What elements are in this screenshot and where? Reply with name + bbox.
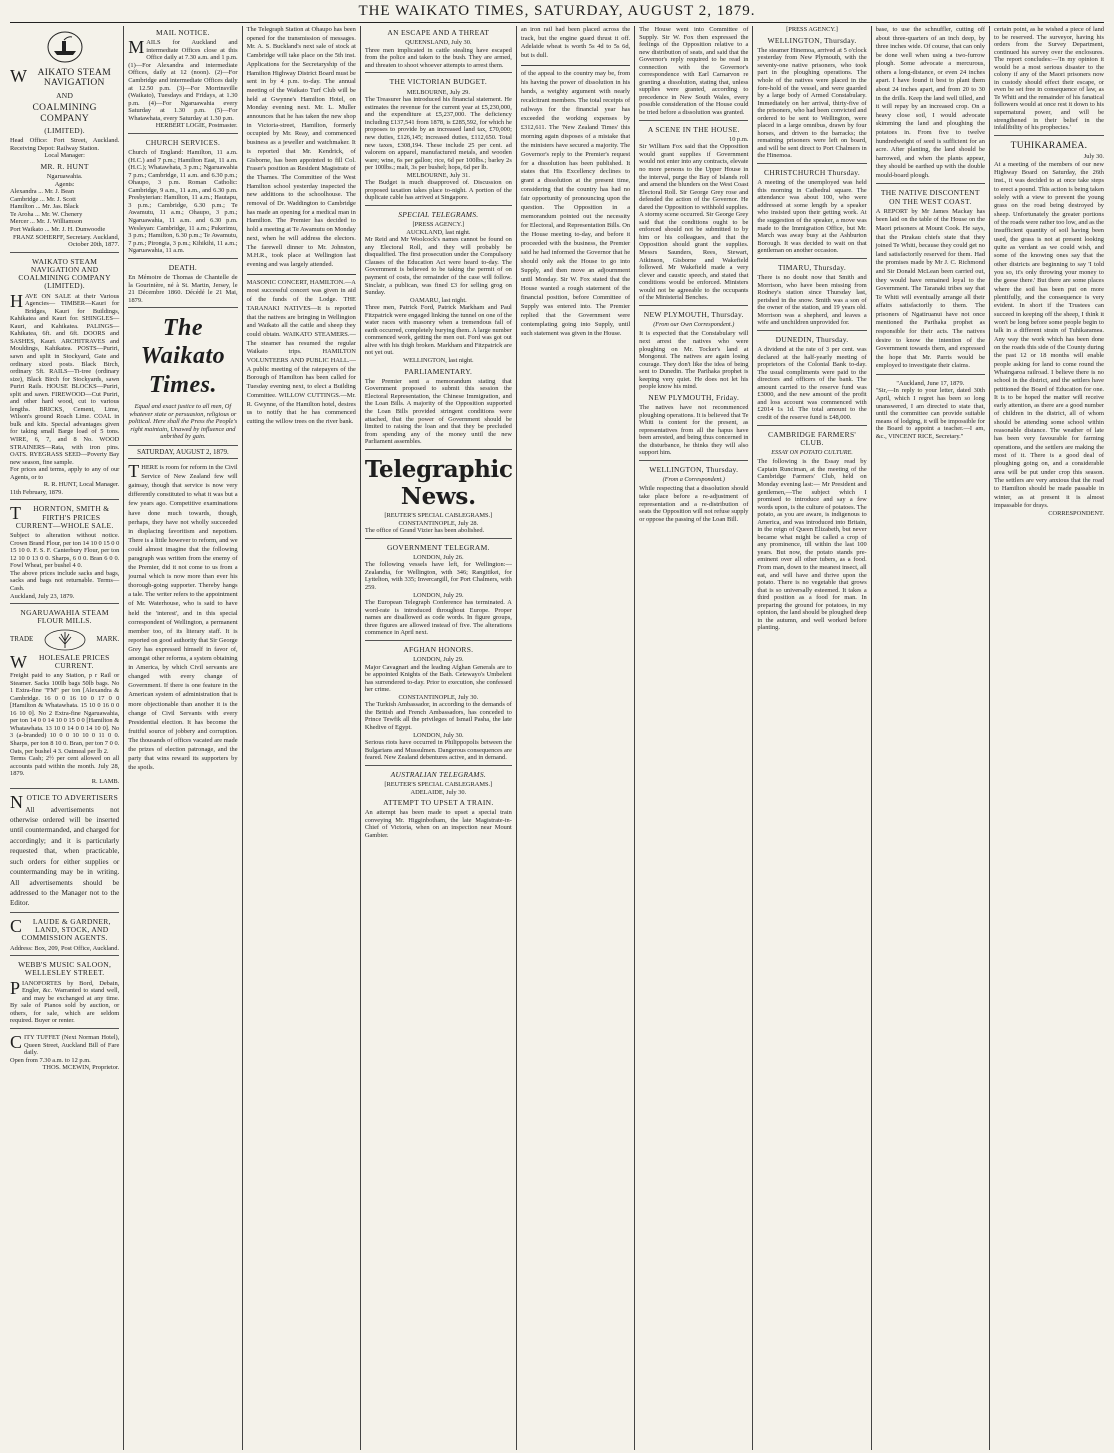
flour-mills-sign: R. LAMB. — [91, 777, 120, 785]
column-2 — [124, 26, 242, 1450]
dunedin-item — [757, 336, 866, 426]
wellington-sub: (From a Correspondent.) — [662, 476, 725, 484]
mail-title: MAIL NOTICE. — [156, 28, 210, 37]
dunedin-title: DUNEDIN, Thursday. — [775, 334, 849, 344]
timber-notice-title: WAIKATO STEAM NAVIGATION AND COALMINING COMPANY (LIMITED). — [18, 256, 111, 291]
tuhikaramea-article — [994, 141, 1104, 521]
prices-date: Auckland, July 23, 1879. — [10, 592, 75, 600]
paper-dateline: SATURDAY, AUGUST 2, 1879. — [128, 445, 237, 459]
australian-title: AUSTRALIAN TELEGRAMS. — [390, 769, 487, 779]
tuffet-title: CITY TUFFET (Next Norman Hotel), Queen Street, Auckland Bill of Fare daily. — [10, 1031, 120, 1057]
native-body: A REPORT by Mr James Mackay has been laid on the table of the House on the Maori prisoners at Mount Cook. He says, that the Pirakau chiefs state that they joined Te Whiti, because they could get no land satisfactorily reserved for them. Had the promises made by Mr J. C. Richmond and Sir Donald McLean been carried out, they would have remained loyal to the Government. The Taranaki tribes say that Te Whiti will eventually arrange all their affairs satisfactorily to them. The prisoners of Ngatiruanui have not once mentioned the Parihaka prophet as responsible for their acts. The natives desire to know the intention of the Government towards them, and expressed the hope that Mr. Parris would be employed to investigate their claims. — [875, 207, 985, 370]
church-services — [128, 139, 237, 259]
trade-label: TRADE — [10, 635, 34, 644]
native-title: THE NATIVE DISCONTENT ON THE WEST COAST. — [880, 188, 980, 206]
farmers-title: CAMBRIDGE FARMERS' CLUB. — [768, 429, 857, 447]
special-body: Mr Reid and Mr Woolcock's names cannot be found on any Electoral Roll, and they will probably be disqualified. The first prosecution under the Compulsory Clauses of the Education Act were heard to-day. The Government is believed to be taking the permit of on payment of costs, the remainder of the case will follow. Sinclair, a publican, was fined £3 for selling grog on Sunday. — [364, 236, 512, 297]
mail-notice — [128, 29, 237, 134]
govt-title: GOVERNMENT TELEGRAM. — [386, 542, 490, 552]
list-item: Mercer ... Mr. J. Williamson — [10, 218, 83, 226]
letter-body: "Sir,—In reply to your letter, dated 30th April, which I regret has been so long unanswered, I am directed to state that, until the committee can provide suitable means of lodging, it will be impossible for the Board to appoint a teacher.—I am, &c., VINCENT RICE, Secretary." — [875, 387, 985, 440]
wellington-item — [639, 466, 748, 526]
advertisers-notice — [10, 794, 119, 913]
prices-body: Subject to alteration without notice. Crown Brand Flour, per ton 14 10 0 15 0 0 15 10 0. F. S. F. Canterbury Flour, per ton 12 10 0 13 0 0. Sharps, 6 0 0. Bran 6 0 0. Fowl Wheat, per bushel 4 0. — [10, 532, 120, 570]
flour-mills-terms: Terms Cash; 2½ per cent allowed on all accounts paid within the month. July 28, 1879. — [10, 755, 120, 778]
mail-body: MAILS for Auckland and intermediate Offices close at this Office daily at 7.30 a.m. and 1 p.m. (1)—For Alexandra and intermediate Offices, daily at 12 (noon). (2)—For Cambridge and intermediate Offices daily at 12.50 p.m. (3)—For Morrinsville (Waikato), Tuesdays and Fridays, at 1.30 p.m. (4)—For Ngaruawahia every Saturday at 1.30 p.m. (5)—For Whatawhata, every Saturday at 1.30 p.m. — [128, 37, 238, 122]
farmers-club — [757, 431, 866, 635]
list-item: Port Waikato ... Mr. J. H. Dunwoodie — [10, 225, 106, 233]
supply-debate — [639, 26, 748, 121]
scene-title: A SCENE IN THE HOUSE. — [647, 124, 740, 134]
steam-nav-office: Head Office: Fort Street, Auckland. Receiving Depot: Railway Station. — [10, 137, 120, 152]
escape-place: QUEENSLAND, July 30. — [405, 39, 472, 47]
christchurch-title: CHRISTCHURCH Thursday. — [764, 168, 861, 177]
divider — [521, 65, 630, 66]
australian-sub: ATTEMPT TO UPSET A TRAIN. — [383, 798, 494, 808]
tuhikaramea-body: At a meeting of the members of our new Highway Board on Saturday, the 26th inst., it was decided to at once take steps to erect a pound. This action is being taken solely with a view to prevent the young grass on the road being destroyed by sheep. Unfortunately the greater portions of the roads were rather too low, and as the insufficient quantity of soil having been used, the grass is not at present looking quite as verdant as we could wish, and some of the knowing ones say that the other districts are beginning to say 'I told you so, it's only throwing your money to the geese there.' But there are some places where the soil has been put on more plentifully, and the consequence is very evident. In short if the Trustees can succeed in keeping off the sheep, I think it won't be long before some people begin to talk in a different strain of Tuhikaramea. Any way the work which has been done on the roads this side of the County during the past 12 or 18 months will enable people asking for land to come round the Whaingaroa railroad. I believe there is no school in the district, and the settlers have petitioned the Board of Education for one. It is to be hoped the matter will receive early attention, as there are a good number of children in the district, all of whom should be attending some school within reasonable distance. The weather of late has been very favourable for farming operations, and the settlers are making the most of it. There is a good deal of ploughing going on, and a considerable area will be put under crop this season. The settlers are very anxious that the road to Hamilton should be made passable in winter, as at present it is almost impassable for drays. — [993, 160, 1104, 510]
steam-nav-title-and: AND — [56, 90, 74, 100]
scene-body: Sir William Fox said that the Opposition would grant supplies if Government would not enter into any contracts, elevate no more persons to the Upper House in the interval, purge the Bay of Islands roll and amend the blunders on the West Coast Electoral Roll. Sir George Grey rose and defended the action of the Governor. He dared the Opposition to withhold supplies. A stormy scene occurred. Sir George Grey said that the conditions ought to be enforced should not be submitted to by him or his colleagues, and that the Opposition should grant the supplies. Messrs Saunders, Rees, Stewart, Atkinson, Gisborne and Wakefield followed. Mr Wakefield made a very clever and caustic speech, and stated that conditions would be enforced. Ministers would not be agreeable to the occupants of the Ministerial Benches. — [639, 143, 749, 302]
govt-place: LONDON, July 26. — [413, 553, 464, 561]
continued-text-a: an iron rail had been placed across the track, but the engine guard thrust it off. Adelaide wheat is worth 5s 4d to 5s 6d, but is dull. — [520, 26, 631, 60]
editorial-body: THERE is room for reform in the Civil Service of New Zealand few will gainsay, though that service is now very differently constituted to what it was but a few years ago. Competitive examinations have done much towards, though, perhaps, they have not wholly succeeded in displacing favoritism and nepotism. There is a little however to reform, and we could almost imagine that the following paragraph was written from the enemy of the Premier, did it not come to us from a journal which is now more than ever his thorough-going supporter. Thereby hangs a tale. The writer refers to the appointment of Mr. Waterhouse, who is said to have held the 'interest', and in this special correspondent of Wellington, a permanent member too, of its literary staff. It is reported on good authority that Sir George Grey has expressed himself in favor of, amongst other reforms, a system obtaining in America, by which Civil servants are changed with every change of Government. If there is one feature in the American system of administration that is more objectionable than another it is the change of Civil Servants with every Presidential election. It has become the fruitful source of jobbery and corruption. The thousands of offices vacated are made the prizes of election patronage, and the party that wins reward its supporters by the spoils. — [128, 461, 238, 772]
wholesale-heading: WHOLESALE PRICES CURRENT. — [10, 651, 110, 672]
plymouth-title-2: NEW PLYMOUTH, Friday. — [648, 392, 740, 402]
scene-time: 10 p.m. — [729, 135, 749, 143]
special-place: AUCKLAND, last night. — [406, 228, 471, 236]
tuffet-hours: Open from 7.30 a.m. to 12 p.m. — [10, 1056, 91, 1064]
escape-title: AN ESCAPE AND A THREAT — [387, 28, 490, 37]
church-body: Church of England: Hamilton, 11 a.m. (H.C.) and 7 p.m.; Hamilton East, 11 a.m. (H.C.); Whatawhata, 3 p.m.; Ngaruawahia 7 p.m.; Cambridge, 11 a.m. and 6.30 p.m.; Ohaupo, 3 p.m. Roman Catholic: Cambridge, 9 a.m., 11 a.m., and 6.30 p.m. Presbyterian: Hamilton, 11 a.m.; Hautapu, 3 p.m.; Cambridge, 6.30 p.m.; Te Awamutu, 11 a.m.; Ohaupo, 3 p.m.; Ngaruawahia, 11 a.m. and 6.30 p.m. Wesleyan: Cambridge, 11 a.m.; Pukerimu, 3 p.m.; Hamilton, 6.30 p.m.; Te Awamutu, 7 p.m.; Pirongia, 3 p.m.; Kihikihi, 11 a.m.; Ngaruawahia, 11 a.m. — [128, 149, 238, 255]
steam-nav-place: Ngaruawahia. — [46, 173, 83, 181]
webb-title: WEBB'S MUSIC SALOON, WELLESLEY STREET. — [18, 960, 112, 978]
steam-nav-title-limited: (LIMITED). — [44, 126, 85, 135]
steam-nav-manager-label: Local Manager: — [44, 152, 85, 160]
mail-sign: HERBERT LOGIE, Postmaster. — [155, 122, 238, 130]
company-emblem — [10, 30, 119, 64]
death-body: En Mémoire de Thomas de Chantelle de la Gourinière, né à St. Martin, Jersey, le 21 Décembre 1860. Décédé le 21 Mai, 1879. — [128, 273, 238, 304]
plymouth-title: NEW PLYMOUTH, Thursday. — [643, 309, 744, 319]
australian-telegrams — [365, 771, 512, 843]
farmers-sub: ESSAY ON POTATO CULTURE. — [771, 449, 853, 457]
budget-title: THE VICTORIAN BUDGET. — [389, 77, 488, 87]
special-telegrams — [365, 211, 512, 450]
wellington-prisoners — [757, 37, 866, 164]
correspondent-sign: CORRESPONDENT. — [1048, 510, 1104, 518]
prices-note: The above prices include sacks and bags, sacks and bags not returnable. Terms—Cash. — [10, 569, 120, 592]
timber-notice-date: 11th February, 1879. — [10, 488, 63, 496]
plymouth-body-2: The natives have not recommenced ploughing operations. It is believed that Te Whiti is content for the present, as representatives from all the hapus have been arrested, and being thus concerned in the disturbance, he thinks they will also support him. — [639, 404, 749, 457]
steam-nav-agents-label: Agents: — [54, 180, 75, 188]
webb-music-ad — [10, 961, 119, 1029]
advertisers-title: NOTICE TO ADVERTISERS — [10, 792, 119, 813]
farmers-body: The following is the Essay read by Captain Runciman, at the meeting of the Cambridge Farmers' Club, held on Monday evening last:— Mr President and gentlemen,—The subject which I promised to introduce and say a few words upon, is the culture of potatoes. The potato, as you are aware, is indigenous to America, and was introduced into Britain, in the reign of Queen Elizabeth, but never became what might be called a crop of any prominence, till within the last 100 years. But now, the potato stands pre-eminent over all other tubers, as a food. From man, down to the meanest insect, all eat, and will have and thrive upon the potato. There is no vegetable that grows that is so universally esteemed. It takes a third position as a food for man. In preparing the ground for potatoes, in my opinion, the land should be ploughed deep in the autumn, and well worked before planting. — [757, 458, 867, 632]
column-6 — [635, 26, 753, 1450]
prices-title: THORNTON, SMITH & FIRTH'S PRICES CURRENT—WHOLE SALE. — [10, 503, 114, 530]
steam-nav-signoff: FRANZ SOHERFF, Secretary. Auckland, October 20th, 1877. — [12, 233, 120, 249]
timber-notice-price-line: For prices and terms, apply to any of our Agents, or to — [10, 466, 120, 481]
report-body: certain point, as he wished a piece of land to be reserved. The surveyor, having his orders from the Survey Department, continued his survey over the enclosures. The report concludes:—'In my opinion it would be a most serious disaster to the colony if any of the Maori prisoners now in custody should effect their escape, or even be set free in consequence of law, as Te Whiti and the remainder of his fanatical followers would at once rest it down to his supernatural power, and will be strengthened in their belief in the infallibility of his prophecies.' — [993, 26, 1104, 132]
budget-place: MELBOURNE, July 29. — [406, 88, 470, 96]
christchurch-item — [757, 169, 866, 259]
plymouth-body: It is expected that the Constabulary will next arrest the natives who were ploughing on Mr. Tocker's land at Mongonui. The natives are again losing courage. They don't like the idea of being sent to Dunedin. The Parihaka prophet is keeping very quiet. He does not let his people know his mind. — [639, 330, 749, 391]
constantinople-place: CONSTANTINOPLE, July 28. — [398, 519, 479, 527]
local-news-a: The Telegraph Station at Ohaupo has been opened for the transmission of messages. Mr. A. S. Buckland's next sale of stock at Cambridge will take place on the 5th inst. Applications for the Secretaryship of the Hamilton Highway District Board must be sent in by 4 p.m. to-day. The annual meeting of the Waikato Turf Club will be held at Gwynne's Hamilton Hotel, on Monday evening next. Mr. L. Muller announces that he has taken the new shop in Victoria-street, Hamilton, formerly occupied by Mr. Reay, and commenced business as a jeweller and watchmaker. It is reported that Mr. Kendrick, of Gisborne, has been appointed to fill Col. Fraser's position as Resident Magistrate of the Thames. The Committee of the West Hamilton school yesterday inspected the new additions to the schoolhouse. The removal of Dr. Waddington to Cambridge has made an opening for a medical man in Hamilton. The Premier has decided to hold a meeting at Te Awamutu on Monday next, when he will address the electors. The farewell dinner to Mr. Johnston, M.H.R., took place at Wellington last evening and was largely attended. — [246, 26, 356, 268]
report-conclusion — [994, 26, 1104, 136]
potato-body: base, to use the schnuffler, cutting off about three-quarters of an inch deep, by three inches wide. Of course, that can only be done well when using a two-furrow plough. Some advocate a mercurous, others a long-distance, or even 24 inches apart. I have found it best to plant them about 24 inches apart, and from 20 to 30 in the drills. Keep the land well tilled, and it will repay by an increased crop. On a heavy close soil, I would advocate skimming the land and ploughing the potatoes in. From five to twelve hundredweight of seed is sufficient for an acre. After planting, the land should be harrowed, and when the plants appear, they should be earthed up with the double mould-board plough. — [875, 26, 985, 179]
wellington7-body: The steamer Hinemoa, arrived at 5 o'clock yesterday from New Plymouth, with the seventy-one native prisoners, who took part in the ploughing operations. The whole of the natives were placed in the fore-hold of the vessel, and were guarded by a large body of Armed Constabulary. Immediately on her arrival, thirty-five of the prisoners, who had been convicted and ordered to be sent to Wellington, were placed in a large omnibus, drawn by four horses, and driven to the barracks; the remaining prisoners were left on board, and will be sent direct to Port Chalmers in the Hinemoa. — [757, 46, 867, 160]
webb-body: PIANOFORTES by Bord, Debain, Engler, &c. Warranted to stand well, and may be exchanged at any time. By sale of Pianos sold by auction, or others, for sale, which are seldom required. Buyer or renter. — [10, 977, 120, 1025]
timaru-title: TIMARU, Thursday. — [778, 262, 847, 272]
steam-nav-title: WAIKATO STEAM NAVIGATION — [10, 66, 111, 89]
australian-place: ADELAIDE, July 30. — [410, 788, 467, 796]
afghan-body-3: Serious riots have occurred in Philippopolis between the Bulgarians and Mussulmen. Dangerous consequences are feared. New Zealand debentures active, and in demand. — [364, 739, 512, 762]
christchurch-body: A meeting of the unemployed was held this morning in Cathedral square. The attendance was about 100, who were addressed at some length by a speaker who insisted upon their getting work. At the suggestion of the speaker, a move was made to the Immigration Office, but Mr. March was away busy at the Ashburton Borough. It was decided to wait on that gentleman on another occasion. — [757, 179, 867, 255]
city-tuffet-ad — [10, 1031, 120, 1075]
govt-place-2: LONDON, July 29. — [413, 591, 464, 599]
constantinople-item — [365, 520, 512, 539]
steamship-emblem-icon — [46, 30, 84, 64]
afghan-title: AFGHAN HONORS. — [403, 644, 474, 654]
govt-body-2: The European Telegraph Conference has terminated. A word-rate is introduced throughout Europe. Proper names are disallowed as code words. In figure groups, three figures are allowed instead of five. The alterations commence in April next. — [364, 599, 512, 637]
new-plymouth — [639, 311, 748, 461]
death-title: DEATH. — [168, 262, 198, 272]
scene-in-house — [639, 126, 748, 306]
columns — [6, 26, 1108, 1450]
afghan-body-2: The Turkish Ambassador, in according to the demands of the British and French Ambassadors, has conceded to Prince Tewfik all the privileges of Ismail Pasha, the late Khedive of Egypt. — [364, 701, 512, 732]
list-item: Te Aroha ... Mr. W. Chenery — [10, 210, 83, 218]
afghan-place-3: LONDON, July 30. — [413, 731, 464, 739]
flour-mills-title: NGARUAWAHIA STEAM FLOUR MILLS. — [20, 608, 109, 626]
timber-notice-contact: R. R. HUNT, Local Manager. — [43, 481, 120, 489]
local-news-b: MASONIC CONCERT, HAMILTON.—A most successful concert was given in aid of the funds of the Lodge. THE TARANAKI NATIVES—It is reported that the natives are bringing in Wellington and Waikato all the cattle and sheep they could obtain. WAIKATO STEAMERS.—The steamer has resumed the regular Waikato trips. HAMILTON VOLUNTEERS AND PUBLIC HALL.—A public meeting of the ratepayers of the Borough of Hamilton has been called for Tuesday evening next, to elect a Building Committee. WILLOW CUTTINGS.—Mr. R. Gwynne, of the Hamilton hotel, desires us to notify that he has commenced cutting the willow trees on the river bank. — [246, 278, 356, 425]
govt-body: The following vessels have left, for Wellington:—Zealandia, for Wellington, with 346; Rangitikei, for Lyttelton, with 335; Invercargill, for Port Chalmers, with 259. — [364, 561, 512, 592]
list-item: Alexandra ... Mr. J. Bean — [10, 188, 75, 196]
flour-mills-body: Freight paid to any Station, p r Rail or Steamer. Sacks 100lb bags 50lb bags. No 1 Extra-fine "FM" per ton [Alexandra & Cambridge. 16 0 0 16 10 0 17 0 0 [Hamilton & Whatawhata. 15 10 0 16 0 0 16 10 0]. No 2 Extra-fine Ngaruawahia, per ton 14 0 0 14 10 0 15 0 0 [Hamilton & Whatawhata. 13 10 0 14 0 0 14 10 0]. No 3 (a-branded) 10 0 0 10 10 0 11 0 0. Sharps, per ton 8 10 0. Bran, per ton 7 0 0. Oats, per bushel 4 3. Oatmeal per lb 2. — [10, 672, 120, 755]
church-title: CHURCH SERVICES. — [145, 137, 221, 147]
mark-label: MARK. — [96, 635, 120, 644]
list-item: Cambridge ... Mr. J. Scott — [10, 195, 76, 203]
native-discontent — [876, 189, 985, 374]
reuter-label: [REUTER'S SPECIAL CABLEGRAMS.] — [384, 511, 493, 519]
trade-mark-row — [10, 629, 119, 651]
potato-continued — [876, 26, 985, 184]
budget-place-2: MELBOURNE, July 31. — [406, 171, 470, 179]
wheat-sheaf-trademark-icon — [43, 629, 87, 651]
dunedin-body: A dividend at the rate of 3 per cent. was declared at the half-yearly meeting of proprietors of the Colonial Bank to-day. The usual compliments were paid to the directors and officers of the bank. The amount carried to the reserve fund was £3000, and the new amount of the profit and loss account was commenced with £2014 1s 1d. The total amount to the credit of the reserve fund is £48,000. — [757, 346, 867, 421]
escape-article — [365, 29, 512, 73]
column-1 — [6, 26, 124, 1450]
agents-list — [10, 188, 119, 233]
column-4 — [361, 26, 517, 1450]
supply-body: The House went into Committee of Supply. Sir W. Fox then expressed the feelings of the Opposition relative to a new distribution of seats, and said that the Governor's reply required to be read in connection with the Governor's correspondence with Earl Carnarvon re granting a dissolution, stating that, unless supplies were granted, according to precedence in New South Wales, every possible consideration of the House could be tried before a dissolution was granted. — [639, 26, 749, 117]
steam-nav-title-coal: COALMINING COMPANY — [32, 103, 97, 124]
advertisers-body: All advertisements not otherwise ordered will be inserted until countermanded, and charged for accordingly; and it is particularly requested that, when practicable, such orders for either supplies or countermanding may be in writing. All advertisements should be addressed to the Manager not to the Editor. — [10, 805, 120, 908]
list-item: Hamilton ... Mr. Jas. Black — [10, 203, 79, 211]
special-title: SPECIAL TELEGRAMS. — [398, 209, 479, 219]
claude-gardner-ad — [10, 915, 120, 956]
escape-body: Three men implicated in cattle stealing have escaped from the police and taken to the bush. They are armed, and threaten to shoot whoever attempts to arrest them. — [364, 46, 512, 69]
column-7 — [753, 26, 871, 1450]
timaru-body: There is no doubt now that Smith and Morrison, who have been missing from Rodney's station since Thursday last, perished in the snow. Smith was a son of the owner of the station, and 19 years old. Morrison was a shepherd, and leaves a wife and unchildren unprovided for. — [757, 273, 867, 327]
column-5 — [517, 26, 635, 1450]
divider — [247, 274, 356, 275]
wellington-title: WELLINGTON, Thursday. — [649, 464, 739, 474]
special-body-3: The Premier sent a memorandum stating that Government proposed to submit this session the Electoral Representation, the Chinese Immigration, and the Loan Bills. A majority of the Opposition supported the Loan Bills provided stringent conditions were attached, that the power of Government should be limited to raising the loan and that they be precluded from spending any of the money until the new Parliament assembles. — [364, 377, 512, 446]
constantinople-body: The office of Grand Vizier has been abolished. — [364, 527, 485, 535]
column-9 — [990, 26, 1108, 1450]
special-body-2: Three men, Patrick Ford, Patrick Markham and Paul Fitzpatrick were engaged linking the tunnel on one of the water races with masonry when a tremendous fall of earth occurred, completely burying them. A large number commenced work, getting the men out. Ford was got out alive with his thigh broken. Markham and Fitzpatrick are not yet out. — [364, 304, 512, 357]
press-agency-label: [PRESS AGENCY.] — [786, 26, 838, 33]
steam-nav-manager: MR. R. HUNT — [40, 161, 89, 171]
budget-body: The Treasurer has introduced his financial statement. He estimates the revenue for the current year at £5,230,000, and the expenditure at £5,237,000. The deficiency including £137,541 from 1878, is £285,592, for which he proposes to provide by an increased land tax, £70,000; new duties, £126,145; increased duties, £112,650. Total new taxes, £308,194. These include 25 per cent. ad valorem on apparel, manufactured metals, and wooden ware; wine, 6s per gallon; rice, 6d per 100lbs.; barley 2s per 100lbs.; malt, 3s per bushel; hops, 6d per lb. — [364, 96, 512, 172]
afghan-place-2: CONSTANTINOPLE, July 30. — [398, 693, 479, 701]
timber-notice-body: HAVE ON SALE at their Various Agencies— TIMBER—Kauri for Bridges, Kauri for Buildings, Kahikatea and Kauri for. SHINGLES—Kauri, and Kahikatea. PALINGS—Kahikatea, 6ft. and 6ft. DOORS and SASHES, Kauri. ARCHITRAVES and Mouldings, Kahikatea. POSTS—Puriri, sawn and split in Stockyard, Gate and ordinary sized posts. Black Birch, ordinary 5ft. RAILS—Ti-tree (ordinary size), Black Birch for Stockyards, sawn Puriri Rails. HOUSE BLOCKS—Puriri, split and sawn. FIREWOOD—Cut Puriri, and other hard wood, cut to various lengths. BRICKS, Cement, Lime, Wilson's ground Roach Lime. COAL in bulk and kits. Special advantages given for taking small Barge load of 5 tons. WIRE, 6, 7, and 8 No. WOOD STRAINERS—Rata, with iron pins. OATS. RYEGRASS SEED—Poverty Bay new season, fine sample. — [10, 290, 120, 466]
wellington-body: While respecting that a dissolution should take place before a re-adjustment of representation and a re-distribution of seats the Opposition will not refuse supply or oppose the passing of the Loan Bill. — [639, 485, 749, 523]
flour-mills-ad — [10, 609, 119, 789]
letter-greeting: "Auckland, June 17, 1879. — [896, 379, 965, 387]
afghan-honors — [365, 646, 512, 766]
column-3 — [243, 26, 361, 1450]
continued-text-b: of the appeal to the country may be, from his having the power of dissolution in his hands, a weighty argument with nearly recalcitrant members. The total receipts of railways for the financial year has exceeded the working expenses by £312,611. The 'New Zealand Times' this morning again disposes of a mistake that the ministers have secured a majority. The Governor's reply to the Premier's request for a dissolution has been published. It states that His Excellency declines to grant a dissolution at the present time, considering that the country has had no fair opportunity of pronouncing upon the question. The Opposition in a memorandum pointed out the necessity for Electoral, and Representation Bills. On the House meeting to-day, and before it proceeded with the business, the Premier said he had informed the Governor that he should only ask the House to go into Supply, and then move an adjournment until Monday. Sir W. Fox stated that the House wanted a rough statement of the financial position, before Committee of Supply was entered into. The Premier replied that the Government were contemplating going into Supply, until such statement was given in the House. — [520, 69, 631, 337]
plymouth-sub: (From our Own Correspondent.) — [653, 321, 735, 329]
budget-body-2: The Budget is much disapproved of. Discussion on proposed taxation takes place to-night. A portion of the duplicate cable has arrived at Singapore. — [364, 179, 512, 202]
timaru-item — [757, 264, 866, 331]
tuhikaramea-title: TUHIKARAMEA. — [1010, 140, 1088, 151]
prices-current-ad — [10, 505, 119, 604]
telegraphic-news-title: Telegraphic News. — [364, 455, 513, 510]
wellington7-title: WELLINGTON, Thursday. — [767, 35, 857, 45]
special-place-3: WELLINGTON, last night. — [403, 356, 474, 364]
tuffet-sign: THOS. MCEWIN, Proprietor. — [42, 1064, 120, 1072]
masthead: THE WAIKATO TIMES, SATURDAY, AUGUST 2, 1879. — [10, 0, 1104, 23]
timber-sale-ad — [10, 258, 119, 501]
steam-navigation-ad — [10, 30, 119, 253]
government-telegram — [365, 544, 512, 641]
board-letter — [876, 380, 985, 443]
death-notice — [128, 264, 237, 308]
special-place-2: OAMARU, last night. — [409, 296, 467, 304]
australian-body: An attempt has been made to upset a special train conveying Mr. Higginbotham, the late Magistrate-in-Chief of Victoria, when on an inspection near Mount Gambier. — [364, 809, 512, 839]
afghan-body: Major Cavagnari and the leading Afghan Generals are to be appointed Knights of the Bath. Cetewayo's Umbeleni has surrendered to-day. Prior to execution, she confessed her crime. — [364, 663, 512, 694]
tuhikaramea-date: July 30. — [1083, 153, 1104, 161]
claude-address: Address: Box, 209, Post Office, Auckland. — [10, 944, 120, 952]
australian-reuter: [REUTER'S SPECIAL CABLEGRAMS.] — [384, 781, 493, 789]
claude-title: CLAUDE & GARDNER, LAND, STOCK, AND COMMISSION AGENTS. — [10, 915, 111, 943]
column-8 — [872, 26, 990, 1450]
budget-article — [365, 78, 512, 205]
special-agency: [PRESS AGENCY.] — [412, 221, 465, 229]
special-sub: PARLIAMENTARY. — [404, 366, 473, 376]
paper-motto: Equal and exact justice to all men, Of whatever state or persuasion, religious or political. Here shall the Press the People's right maintain, Unawed by influence and unbribed by gain. — [128, 403, 238, 441]
paper-title: The Waikato Times. — [140, 315, 226, 398]
afghan-place: LONDON, July 29. — [413, 656, 464, 664]
